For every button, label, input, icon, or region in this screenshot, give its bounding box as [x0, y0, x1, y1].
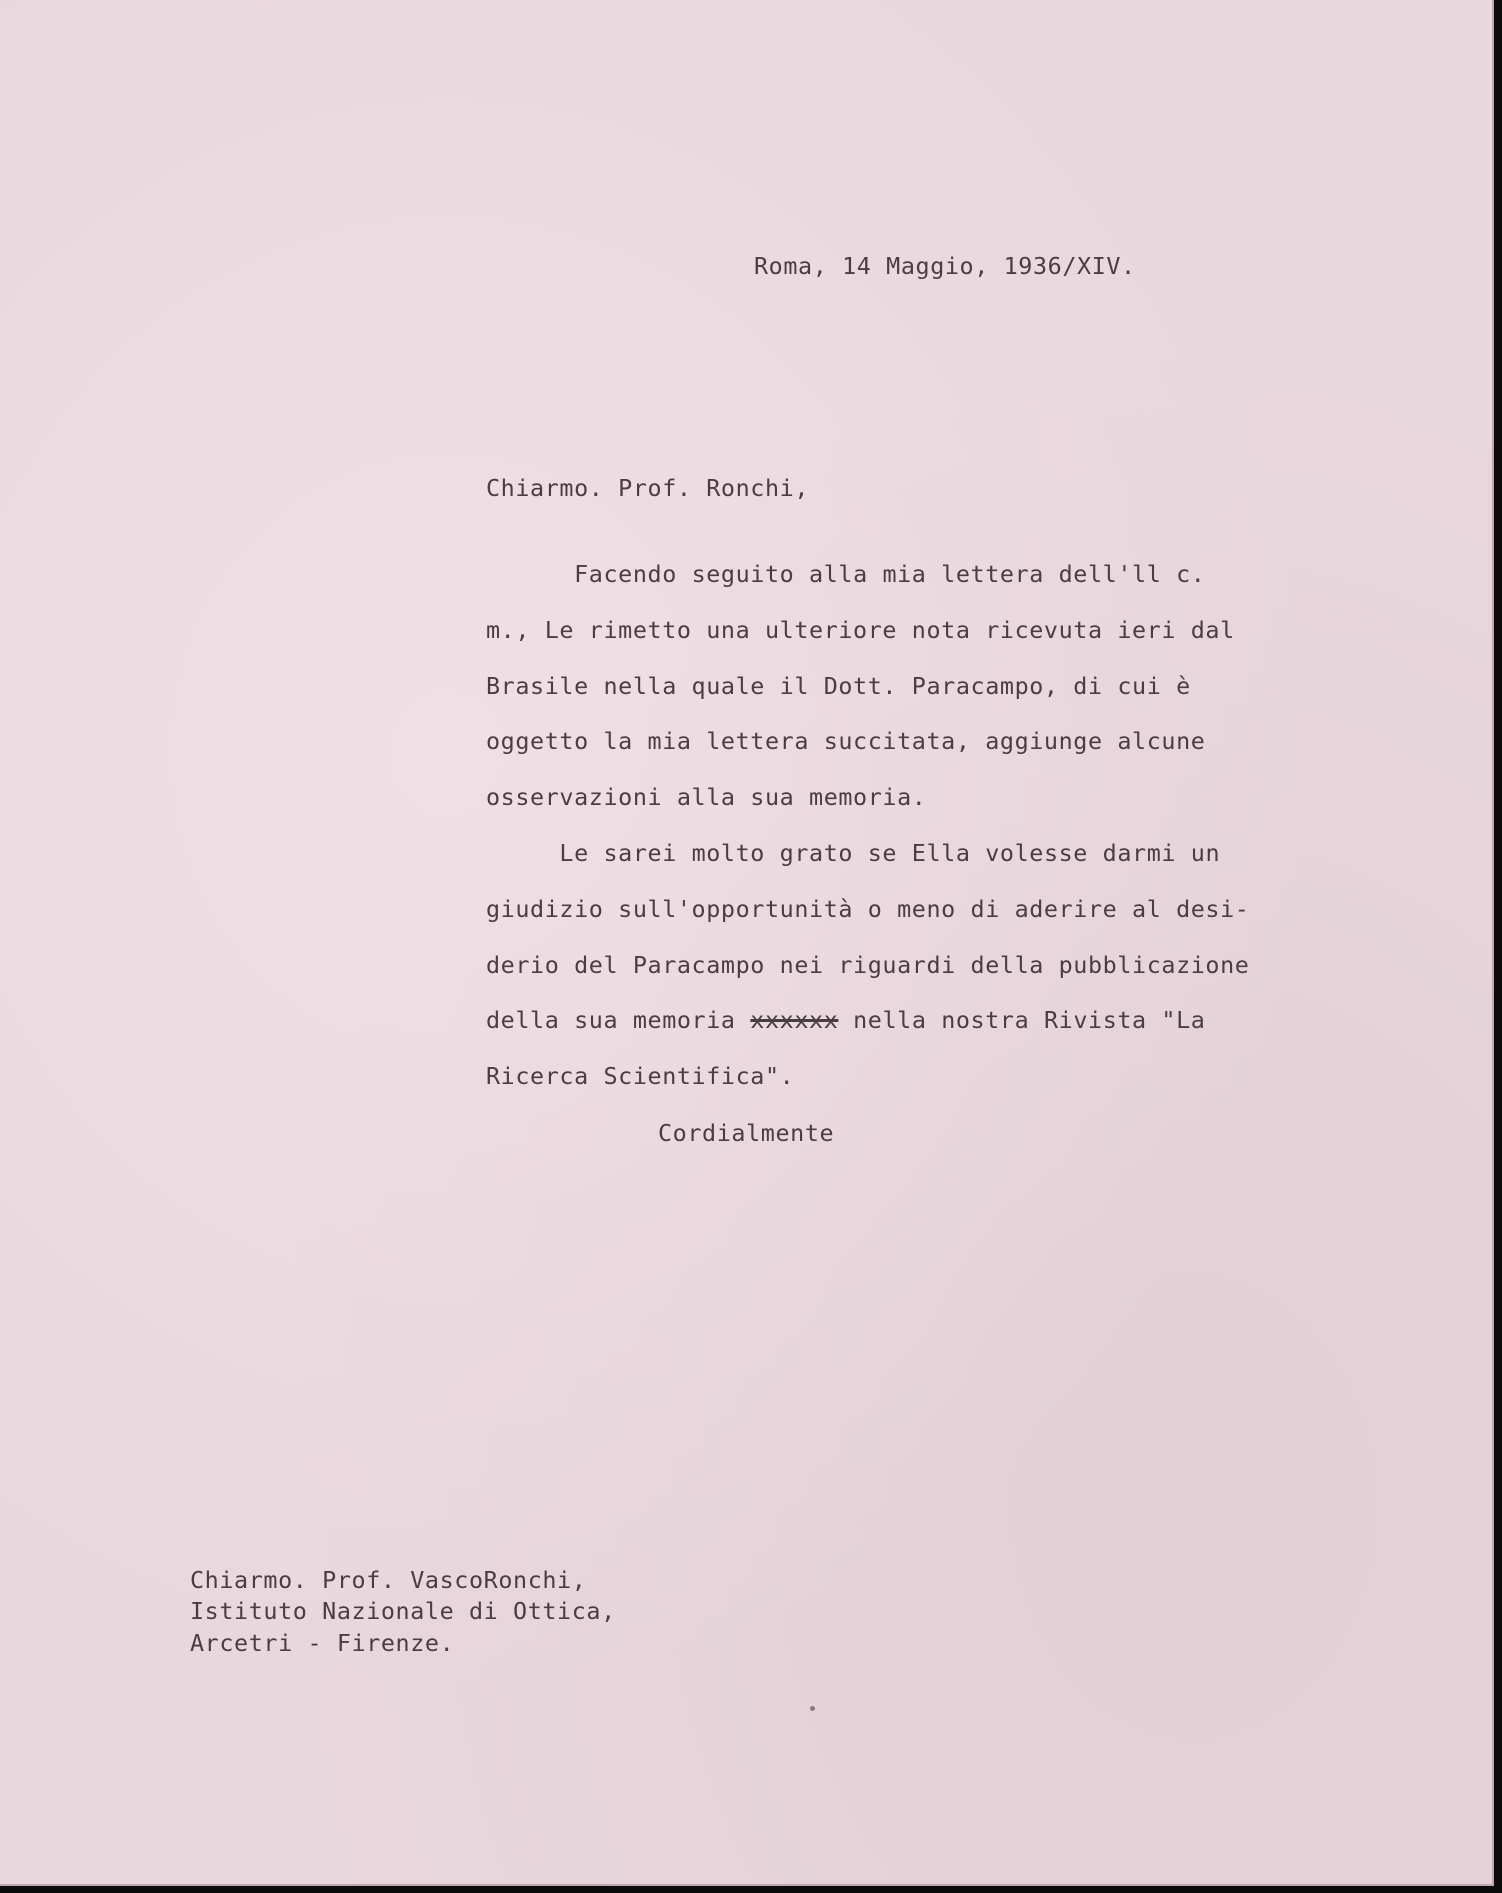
body-line: Le sarei molto grato se Ella volesse darmi un	[559, 839, 1221, 867]
paper-speck	[810, 1706, 815, 1711]
letter-closing: Cordialmente	[658, 1119, 835, 1147]
body-line: osservazioni alla sua memoria.	[486, 783, 927, 811]
body-line: derio del Paracampo nei riguardi della pubblicazione	[486, 951, 1250, 979]
body-line: oggetto la mia lettera succitata, aggiunge alcune	[486, 727, 1206, 755]
letter-salutation: Chiarmo. Prof. Ronchi,	[486, 474, 810, 502]
address-line: Arcetri - Firenze.	[190, 1629, 455, 1657]
body-line: Ricerca Scientifica".	[486, 1062, 795, 1090]
address-line: Istituto Nazionale di Ottica,	[190, 1597, 616, 1625]
body-line: m., Le rimetto una ulteriore nota ricevuta ieri dal	[486, 616, 1235, 644]
body-line: giudizio sull'opportunità o meno di aderire al desi-	[486, 895, 1250, 923]
letter-date: Roma, 14 Maggio, 1936/XIV.	[754, 252, 1136, 280]
address-line: Chiarmo. Prof. VascoRonchi,	[190, 1566, 587, 1594]
body-line: Brasile nella quale il Dott. Paracampo, di cui è	[486, 672, 1191, 700]
paper-watermark	[910, 20, 1030, 1860]
struck-out-word: xxxxxx	[750, 1006, 839, 1034]
body-line: Facendo seguito alla mia lettera dell'll c.	[574, 560, 1206, 588]
body-line: della sua memoria xxxxxx nella nostra Rivista "La	[486, 1006, 1206, 1034]
